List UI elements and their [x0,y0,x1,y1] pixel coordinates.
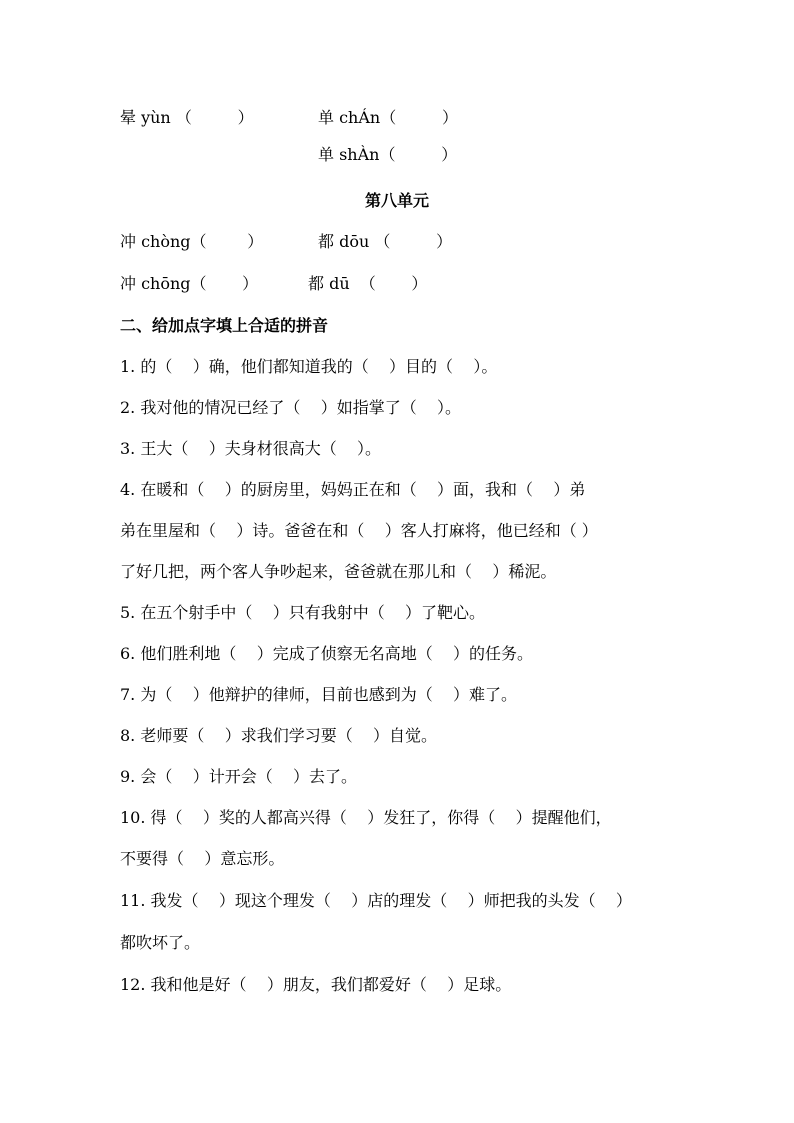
pinyin-yun: 晕 yùn （ ） [120,108,254,127]
exercise-line: 不要得（ ）意忘形。 [120,849,285,868]
exercise-line: 9. 会（ ）计开会（ ）去了。 [120,767,358,786]
exercise-line: 3. 王大（ ）夫身材很高大（ ）。 [120,439,382,458]
pinyin-shan: 单 shÀn（ ） [318,145,458,164]
exercise-line: 4. 在暖和（ ）的厨房里，妈妈正在和（ ）面，我和（ ）弟 [120,480,586,499]
exercise-line: 11. 我发（ ）现这个理发（ ）店的理发（ ）师把我的头发（ ） [120,891,632,910]
unit-8-title: 第八单元 [364,191,429,210]
exercise-line: 了好几把，两个客人争吵起来，爸爸就在那儿和（ ）稀泥。 [120,562,557,581]
pinyin-dou: 都 dōu （ ） [318,232,453,251]
exercise-line: 5. 在五个射手中（ ）只有我射中（ ）了靶心。 [120,603,486,622]
exercise-line: 7. 为（ ）他辩护的律师，目前也感到为（ ）难了。 [120,685,518,704]
exercise-line: 8. 老师要（ ）求我们学习要（ ）自觉。 [120,726,438,745]
pinyin-chan: 单 chÁn（ ） [318,108,458,127]
exercise-line: 2. 我对他的情况已经了（ ）如指掌了（ ）。 [120,398,462,417]
exercise-line: 6. 他们胜利地（ ）完成了侦察无名高地（ ）的任务。 [120,644,534,663]
exercise-line: 1. 的（ ）确，他们都知道我的（ ）目的（ ）。 [120,357,498,376]
exercise-line: 弟在里屋和（ ）诗。爸爸在和（ ）客人打麻将，他已经和（ ） [120,521,598,540]
section-2-title: 二、给加点字填上合适的拼音 [120,316,329,335]
exercise-line: 10. 得（ ）奖的人都高兴得（ ）发狂了，你得（ ）提醒他们， [120,808,612,827]
exercise-line: 12. 我和他是好（ ）朋友，我们都爱好（ ）足球。 [120,975,512,994]
exercise-line: 都吹坏了。 [120,933,201,952]
pinyin-chong1: 冲 chōng（ ） [120,274,259,293]
pinyin-du: 都 dū （ ） [308,274,428,293]
pinyin-chong4: 冲 chòng（ ） [120,232,264,251]
